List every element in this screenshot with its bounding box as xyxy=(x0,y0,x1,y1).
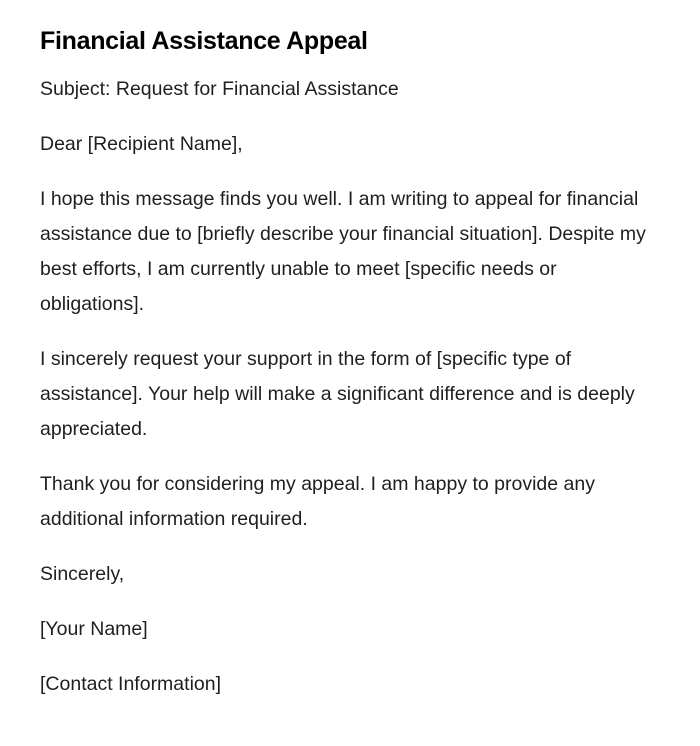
subject-line: Subject: Request for Financial Assistance xyxy=(40,78,399,100)
salutation: Dear [Recipient Name], xyxy=(40,133,243,155)
body-paragraph-2: I sincerely request your support in the form of [specific type of assistance]. Your help will make a significant difference and is deeply appreciated. xyxy=(40,348,635,440)
document-title: Financial Assistance Appeal xyxy=(40,27,368,55)
sender-name: [Your Name] xyxy=(40,618,148,640)
sender-contact: [Contact Information] xyxy=(40,673,222,695)
body-paragraph-1: I hope this message finds you well. I am writing to appeal for financial assistance due to [briefly describe your financial situation]. Despite my best efforts, I am currently unable to meet [specific needs or obligations]. xyxy=(40,188,646,315)
body-paragraph-3: Thank you for considering my appeal. I am happy to provide any additional information required. xyxy=(40,473,595,530)
closing: Sincerely, xyxy=(40,563,125,585)
